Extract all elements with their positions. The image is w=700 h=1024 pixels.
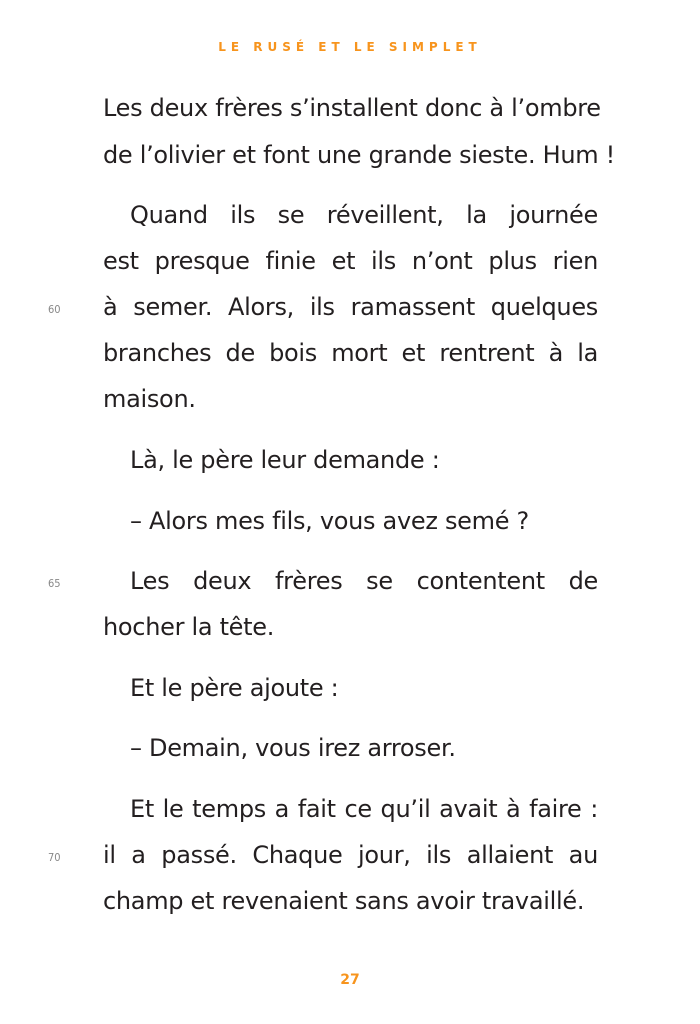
text-line: branches de bois mort et rentrent à la [103, 339, 598, 367]
text-line: champ et revenaient sans avoir travaillé. [103, 887, 585, 915]
text-line: maison. [103, 385, 196, 413]
text-line: Quand ils se réveillent, la journée [130, 201, 598, 229]
text-line: est presque finie et ils n’ont plus rien [103, 247, 598, 275]
page-number: 27 [340, 972, 360, 988]
text-line: hocher la tête. [103, 613, 275, 641]
line-number: 65 [48, 577, 61, 590]
text-line: il a passé. Chaque jour, ils allaient au [103, 841, 598, 869]
text-line: Et le temps a fait ce qu’il avait à faire : [130, 795, 598, 823]
line-number: 70 [48, 851, 61, 864]
text-line: Là, le père leur demande : [130, 446, 440, 474]
text-line: Les deux frères s’installent donc à l’ombre [103, 94, 601, 122]
text-line: à semer. Alors, ils ramassent quelques [103, 293, 598, 321]
text-line: de l’olivier et font une grande sieste. Hum ! [103, 141, 615, 169]
running-head-title: LE RUSÉ ET LE SIMPLET [218, 40, 482, 54]
dialogue-line: – Alors mes fils, vous avez semé ? [130, 507, 529, 535]
text-line: Et le père ajoute : [130, 674, 339, 702]
dialogue-line: – Demain, vous irez arroser. [130, 734, 456, 762]
text-line: Les deux frères se contentent de [130, 567, 598, 595]
line-number: 60 [48, 303, 61, 316]
